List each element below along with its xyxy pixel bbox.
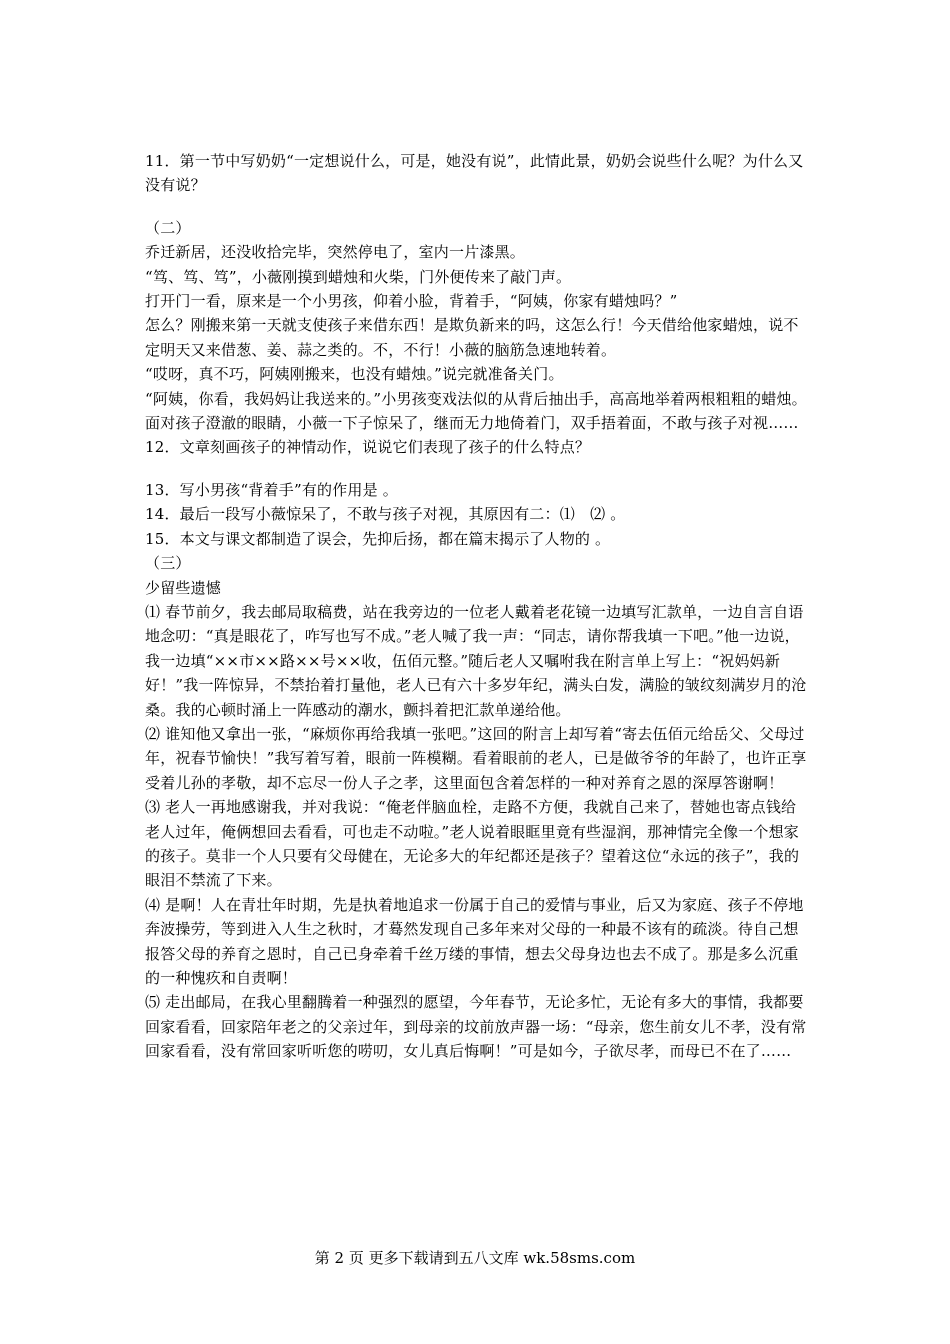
- article-paragraph-4: ⑷ 是啊！人在青壮年时期，先是执着地追求一份属于自己的爱情与事业，后又为家庭、孩子不停地奔波操劳，等到进入人生之秋时，才蓦然发现自己多年来对父母的一种最不该有的疏淡。待自己想报答父母的养育之恩时，自己已身牵着千丝万缕的事情，想去父母身边也去不成了。那是多么沉重的一种愧疚和自责啊！: [145, 895, 804, 987]
- question-14: 14．最后一段写小薇惊呆了，不敢与孩子对视，其原因有二：⑴ ⑵ 。: [145, 505, 626, 524]
- paragraph: “哎呀，真不巧，阿姨刚搬来，也没有蜡烛。”说完就准备关门。: [145, 365, 564, 384]
- question-15: 15．本文与课文都制造了误会，先抑后扬，都在篇末揭示了人物的 。: [145, 529, 611, 548]
- article-paragraph-2: ⑵ 谁知他又拿出一张，“麻烦你再给我填一张吧。”这回的附言上却写着“寄去伍佰元给岳父、父母过年，祝春节愉快！”我写着写着，眼前一阵模糊。看着眼前的老人，已是做爷爷的年龄了，也许正享受着儿孙的孝敬，却不忘尽一份人子之孝，这里面包含着怎样的一种对养育之恩的深厚答谢啊！: [145, 724, 807, 792]
- article-title: 少留些遗憾: [145, 578, 222, 597]
- paragraph: “阿姨，你看，我妈妈让我送来的。”小男孩变戏法似的从背后抽出手，高高地举着两根粗粗的蜡烛。: [145, 389, 807, 408]
- paragraph: “笃、笃、笃”，小薇刚摸到蜡烛和火柴，门外便传来了敲门声。: [145, 267, 572, 286]
- paragraph: 打开门一看，原来是一个小男孩，仰着小脸，背着手，“阿姨，你家有蜡烛吗？”: [145, 292, 678, 311]
- article-paragraph-5: ⑸ 走出邮局，在我心里翻腾着一种强烈的愿望，今年春节，无论多忙，无论有多大的事情，我都要回家看看，回家陪年老之的父亲过年，到母亲的坟前放声器一场：“母亲，您生前女儿不孝，没有常回家看看，没有常回家听听您的唠叨，女儿真后悔啊！”可是如今，子欲尽孝，而母已不在了……: [145, 993, 807, 1061]
- section-heading-3: （三）: [145, 554, 191, 573]
- article-paragraph-3: ⑶ 老人一再地感谢我，并对我说：“俺老伴脑血栓，走路不方便，我就自己来了，替她也寄点钱给老人过年，俺俩想回去看看，可也走不动啦。”老人说着眼眶里竟有些湿润，那神情完全像一个想家的孩子。莫非一个人只要有父母健在，无论多大的年纪都还是孩子？望着这位“永远的孩子”，我的眼泪不禁流了下来。: [145, 798, 800, 890]
- paragraph: 乔迁新居，还没收拾完毕，突然停电了，室内一片漆黑。: [145, 243, 526, 262]
- paragraph: 怎么？刚搬来第一天就支使孩子来借东西！是欺负新来的吗，这怎么行！今天借给他家蜡烛，说不定明天又来借葱、姜、蒜之类的。不，不行！小薇的脑筋急速地转着。: [145, 316, 799, 359]
- paragraph: 面对孩子澄澈的眼睛，小薇一下子惊呆了，继而无力地倚着门，双手捂着面，不敢与孩子对视……: [145, 414, 799, 433]
- question-12: 12．文章刻画孩子的神情动作，说说它们表现了孩子的什么特点？: [145, 438, 591, 457]
- article-paragraph-1: ⑴ 春节前夕，我去邮局取稿费，站在我旁边的一位老人戴着老花镜一边填写汇款单，一边自言自语地念叨：“真是眼花了，咋写也写不成。”老人喊了我一声：“同志，请你帮我填一下吧。”他一边说，我一边填“××市××路××号××收，伍佰元整。”随后老人又嘱咐我在附言单上写上：“祝妈妈新好！”我一阵惊异，不禁抬着打量他，老人已有六十多岁年纪，满头白发，满脸的皱纹刻满岁月的沧桑。我的心顿时涌上一阵感动的潮水，颤抖着把汇款单递给他。: [145, 602, 807, 719]
- question-11: 11．第一节中写奶奶“一定想说什么，可是，她没有说”，此情此景，奶奶会说些什么呢？为什么又没有说？: [145, 152, 804, 195]
- page-footer: 第 2 页 更多下载请到五八文库 wk.58sms.com: [314, 1249, 636, 1267]
- document-body: [145, 149, 807, 1064]
- question-13: 13．写小男孩“背着手”有的作用是 。: [145, 480, 398, 499]
- section-heading-2: （二）: [145, 218, 191, 237]
